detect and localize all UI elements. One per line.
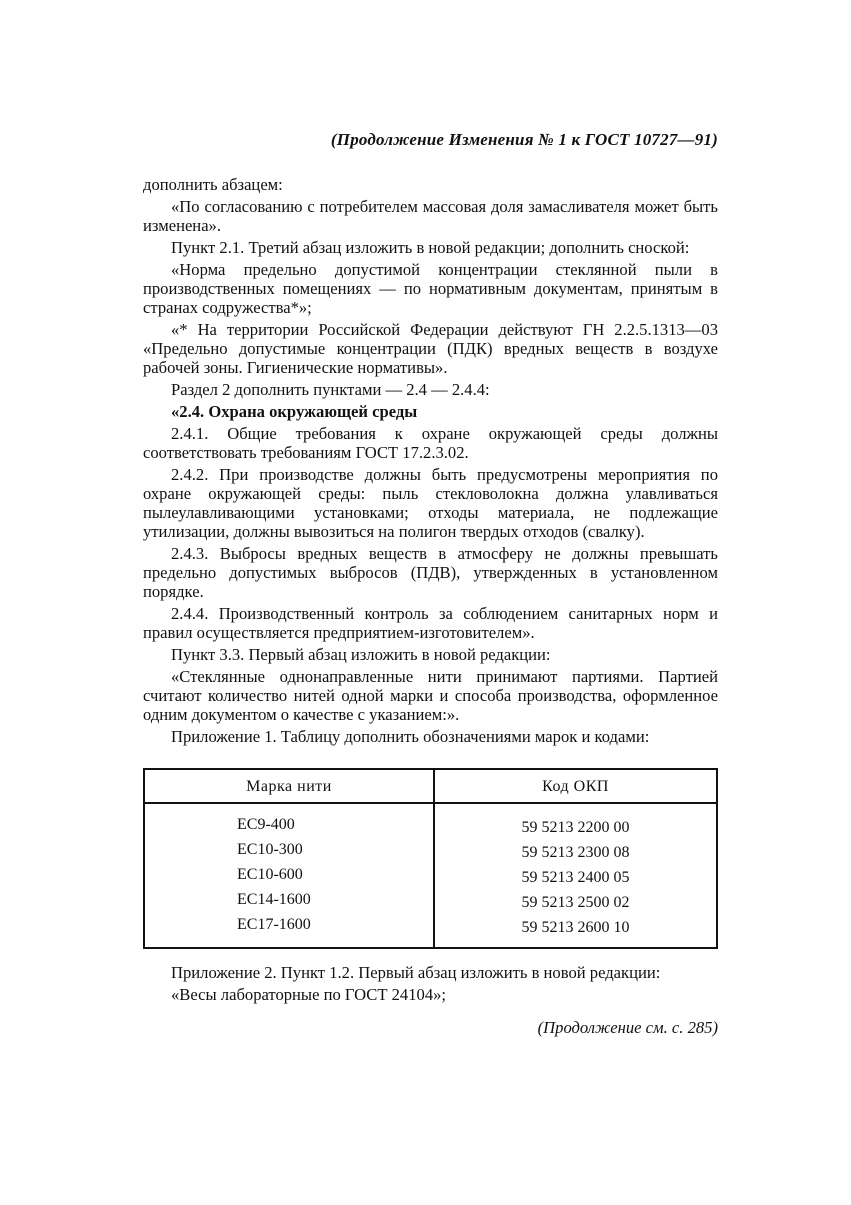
paragraph-2-4-3: 2.4.3. Выбросы вредных веществ в атмосферу не должны превышать предельно допустимых выбросов (ПДВ), утвержденных в установленном порядке. xyxy=(143,544,718,601)
page-header: (Продолжение Изменения № 1 к ГОСТ 10727—91) xyxy=(330,130,718,149)
paragraph-13: «Стеклянные однонаправленные нити принимают партиями. Партией считают количество нитей одной марки и способа производства, оформленное одним документом о качестве с указанием:». xyxy=(143,667,718,724)
page-footer: (Продолжение см. с. 285) xyxy=(537,1018,718,1037)
paragraph-2: «По согласованию с потребителем массовая доля замасливателя может быть изменена». xyxy=(143,197,718,235)
paragraph-6: Раздел 2 дополнить пунктами — 2.4 — 2.4.4: xyxy=(171,380,490,399)
code-value: 59 5213 2600 10 xyxy=(521,919,630,936)
scales-paragraph: «Весы лабораторные по ГОСТ 24104»; xyxy=(171,985,447,1004)
mark-value: ЕС17-1600 xyxy=(237,916,311,933)
codes-cell xyxy=(434,803,717,948)
paragraph-1: дополнить абзацем: xyxy=(143,175,283,194)
paragraph-3: Пункт 2.1. Третий абзац изложить в новой редакции; дополнить сноской: xyxy=(171,238,690,257)
section-heading: «2.4. Охрана окружающей среды xyxy=(171,402,418,421)
code-value: 59 5213 2200 00 xyxy=(521,819,630,836)
paragraph-2-4-2: 2.4.2. При производстве должны быть предусмотрены мероприятия по охране окружающей среды: пыль стекловолокна должна улавливаться пылеулавливающими установками; отходы материала, не подлежащие утилизации, должны вывозиться на полигон твердых отходов (свалку). xyxy=(143,465,718,541)
column-header-mark: Марка нити xyxy=(144,769,434,803)
mark-value: ЕС14-1600 xyxy=(237,891,311,908)
paragraph-12: Пункт 3.3. Первый абзац изложить в новой редакции: xyxy=(171,645,551,664)
document-page xyxy=(143,124,718,1037)
footnote-paragraph: «* На территории Российской Федерации действуют ГН 2.2.5.1313—03 «Предельно допустимые концентрации (ПДК) вредных веществ в воздухе рабочей зоны. Гигиенические нормативы». xyxy=(143,320,718,377)
table-body-row xyxy=(144,803,717,948)
paragraph-4: «Норма предельно допустимой концентрации стеклянной пыли в производственных помещениях — по нормативным документам, принятым в странах содружества*»; xyxy=(143,260,718,317)
paragraph-2-4-4: 2.4.4. Производственный контроль за соблюдением санитарных норм и правил осуществляется предприятием-изготовителем». xyxy=(143,604,718,642)
mark-value: ЕС10-300 xyxy=(237,841,303,858)
table-header-row xyxy=(144,769,717,803)
code-value: 59 5213 2300 08 xyxy=(521,844,630,861)
code-value: 59 5213 2500 02 xyxy=(521,894,630,911)
codes-table xyxy=(143,768,718,949)
paragraph-2-4-1: 2.4.1. Общие требования к охране окружающей среды должны соответствовать требованиям ГОСТ 17.2.3.02. xyxy=(143,424,718,462)
paragraph-14: Приложение 1. Таблицу дополнить обозначениями марок и кодами: xyxy=(171,727,650,746)
appendix-2-paragraph: Приложение 2. Пункт 1.2. Первый абзац изложить в новой редакции: xyxy=(171,963,661,982)
mark-value: ЕС10-600 xyxy=(237,866,303,883)
mark-value: ЕС9-400 xyxy=(237,816,295,833)
column-header-code: Код ОКП xyxy=(434,769,717,803)
code-value: 59 5213 2400 05 xyxy=(521,869,630,886)
marks-cell xyxy=(144,803,434,948)
